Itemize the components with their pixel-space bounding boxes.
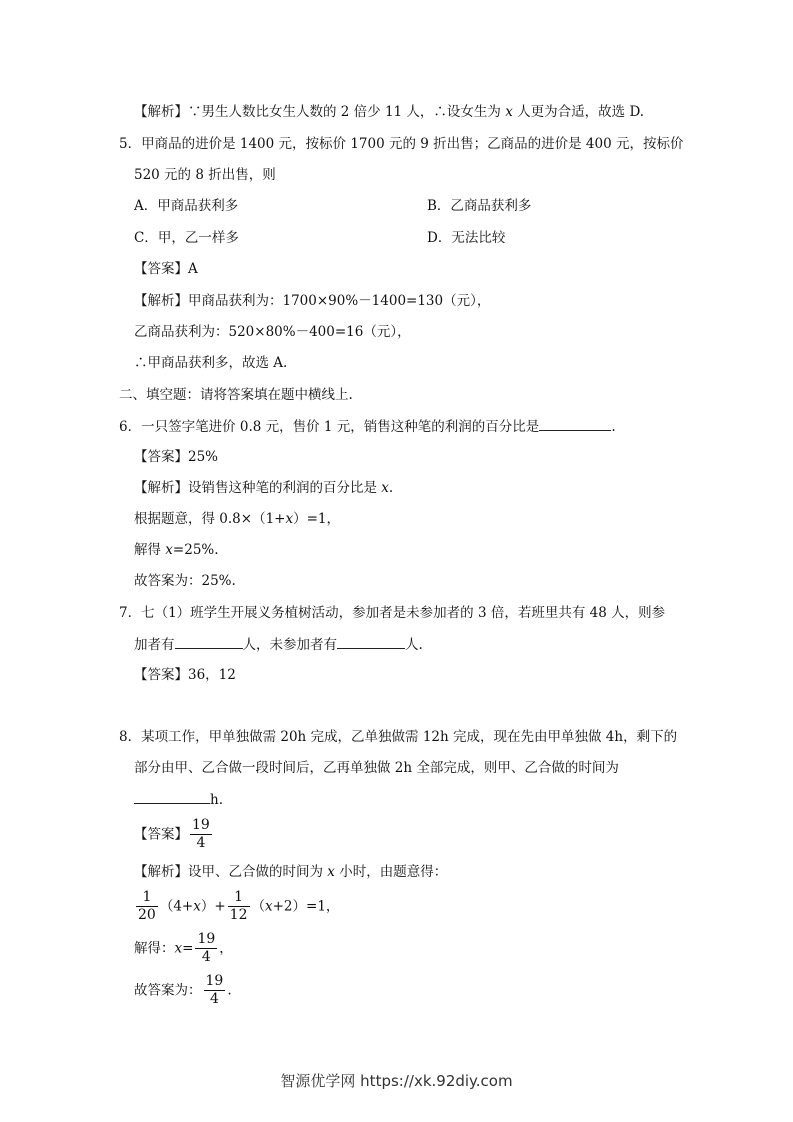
q5-answer: 【答案】A [134,261,198,277]
q8-solution: 解得：x= $\frac{19}{4}$ ， [134,931,233,965]
q7-stem-line1: 7．七（1）班学生开展义务植树活动，参加者是未参加者的 3 倍，若班里共有 48 人，则参 [119,605,666,621]
q6-analysis-line2: 根据题意，得 0.8×（1+x）=1， [134,511,341,527]
q5-stem-line2: 520 元的 8 折出售，则 [134,167,276,183]
q6-analysis-line1: 【解析】设销售这种笔的利润的百分比是 x. [134,480,394,496]
q8-analysis-line1: 【解析】设甲、乙合做的时间为 x 小时，由题意得： [134,864,448,880]
q7-stem-line2: 加者有 人，未参加者有 人. [134,634,423,655]
q5-analysis-line3: ∴甲商品获利多，故选 A. [134,355,288,371]
answer-tag: 【答案】 [134,449,188,465]
analysis-tag: 【解析】 [134,864,188,880]
q5-option-a: A．甲商品获利多 [134,198,239,214]
answer-blank [134,789,210,804]
fraction: $\frac{1}{12}$ [229,889,248,923]
answer-blank [337,634,405,649]
answer-tag: 【答案】 [134,261,188,277]
q4-analysis: 【解析】∵男生人数比女生人数的 2 倍少 11 人，∴设女生为 x 人更为合适，故选 D. [134,104,645,120]
answer-tag: 【答案】 [134,826,188,843]
analysis-tag: 【解析】 [134,293,188,309]
q5-stem-line1: 5．甲商品的进价是 1400 元，按标价 1700 元的 9 折出售；乙商品的进价是 400 元，按标价 [119,136,684,152]
q6-analysis-line3: 解得 x=25%. [134,542,219,558]
q8-final: 故答案为： $\frac{19}{4}$ . [134,973,232,1007]
q5-analysis-line1: 【解析】甲商品获利为：1700×90%－1400=130（元）， [134,293,491,309]
fraction: $\frac{19}{4}$ [205,973,224,1007]
q6-answer: 【答案】25% [134,449,219,465]
q6-analysis-line4: 故答案为：25%. [134,573,236,589]
q5-option-c: C．甲，乙一样多 [134,230,239,246]
q8-equation: $\frac{1}{20}$ （4+x）+ $\frac{1}{12}$ （x+2）=1， [138,889,340,923]
q7-answer: 【答案】36，12 [134,667,236,683]
fraction: $\frac{19}{4}$ [192,817,210,851]
q5-analysis-line2: 乙商品获利为：520×80%－400=16（元）， [134,324,411,340]
q8-stem-line3: h. [134,789,223,810]
analysis-tag: 【解析】 [134,104,188,120]
answer-blank [175,634,243,649]
answer-tag: 【答案】 [134,667,188,683]
section-title: 二、填空题：请将答案填在题中横线上. [119,387,353,403]
q6-stem: 6．一只签字笔进价 0.8 元，售价 1 元，销售这种笔的利润的百分比是 . [119,416,616,437]
q8-stem-line1: 8．某项工作，甲单独做需 20h 完成，乙单独做需 12h 完成，现在先由甲单独做 4h，剩下的 [119,729,678,745]
fraction: $\frac{19}{4}$ [197,931,216,965]
fraction: $\frac{1}{20}$ [138,889,156,923]
analysis-tag: 【解析】 [134,480,188,496]
q8-stem-line2: 部分由甲、乙合做一段时间后，乙再单独做 2h 全部完成，则甲、乙合做的时间为 [134,760,619,776]
q5-option-d: D．无法比较 [427,230,506,246]
footer-watermark: 智源优学网 https://xk.92diy.com [280,1072,513,1090]
q8-answer [134,815,214,854]
answer-blank [539,416,611,431]
q5-option-b: B．乙商品获利多 [427,198,532,214]
